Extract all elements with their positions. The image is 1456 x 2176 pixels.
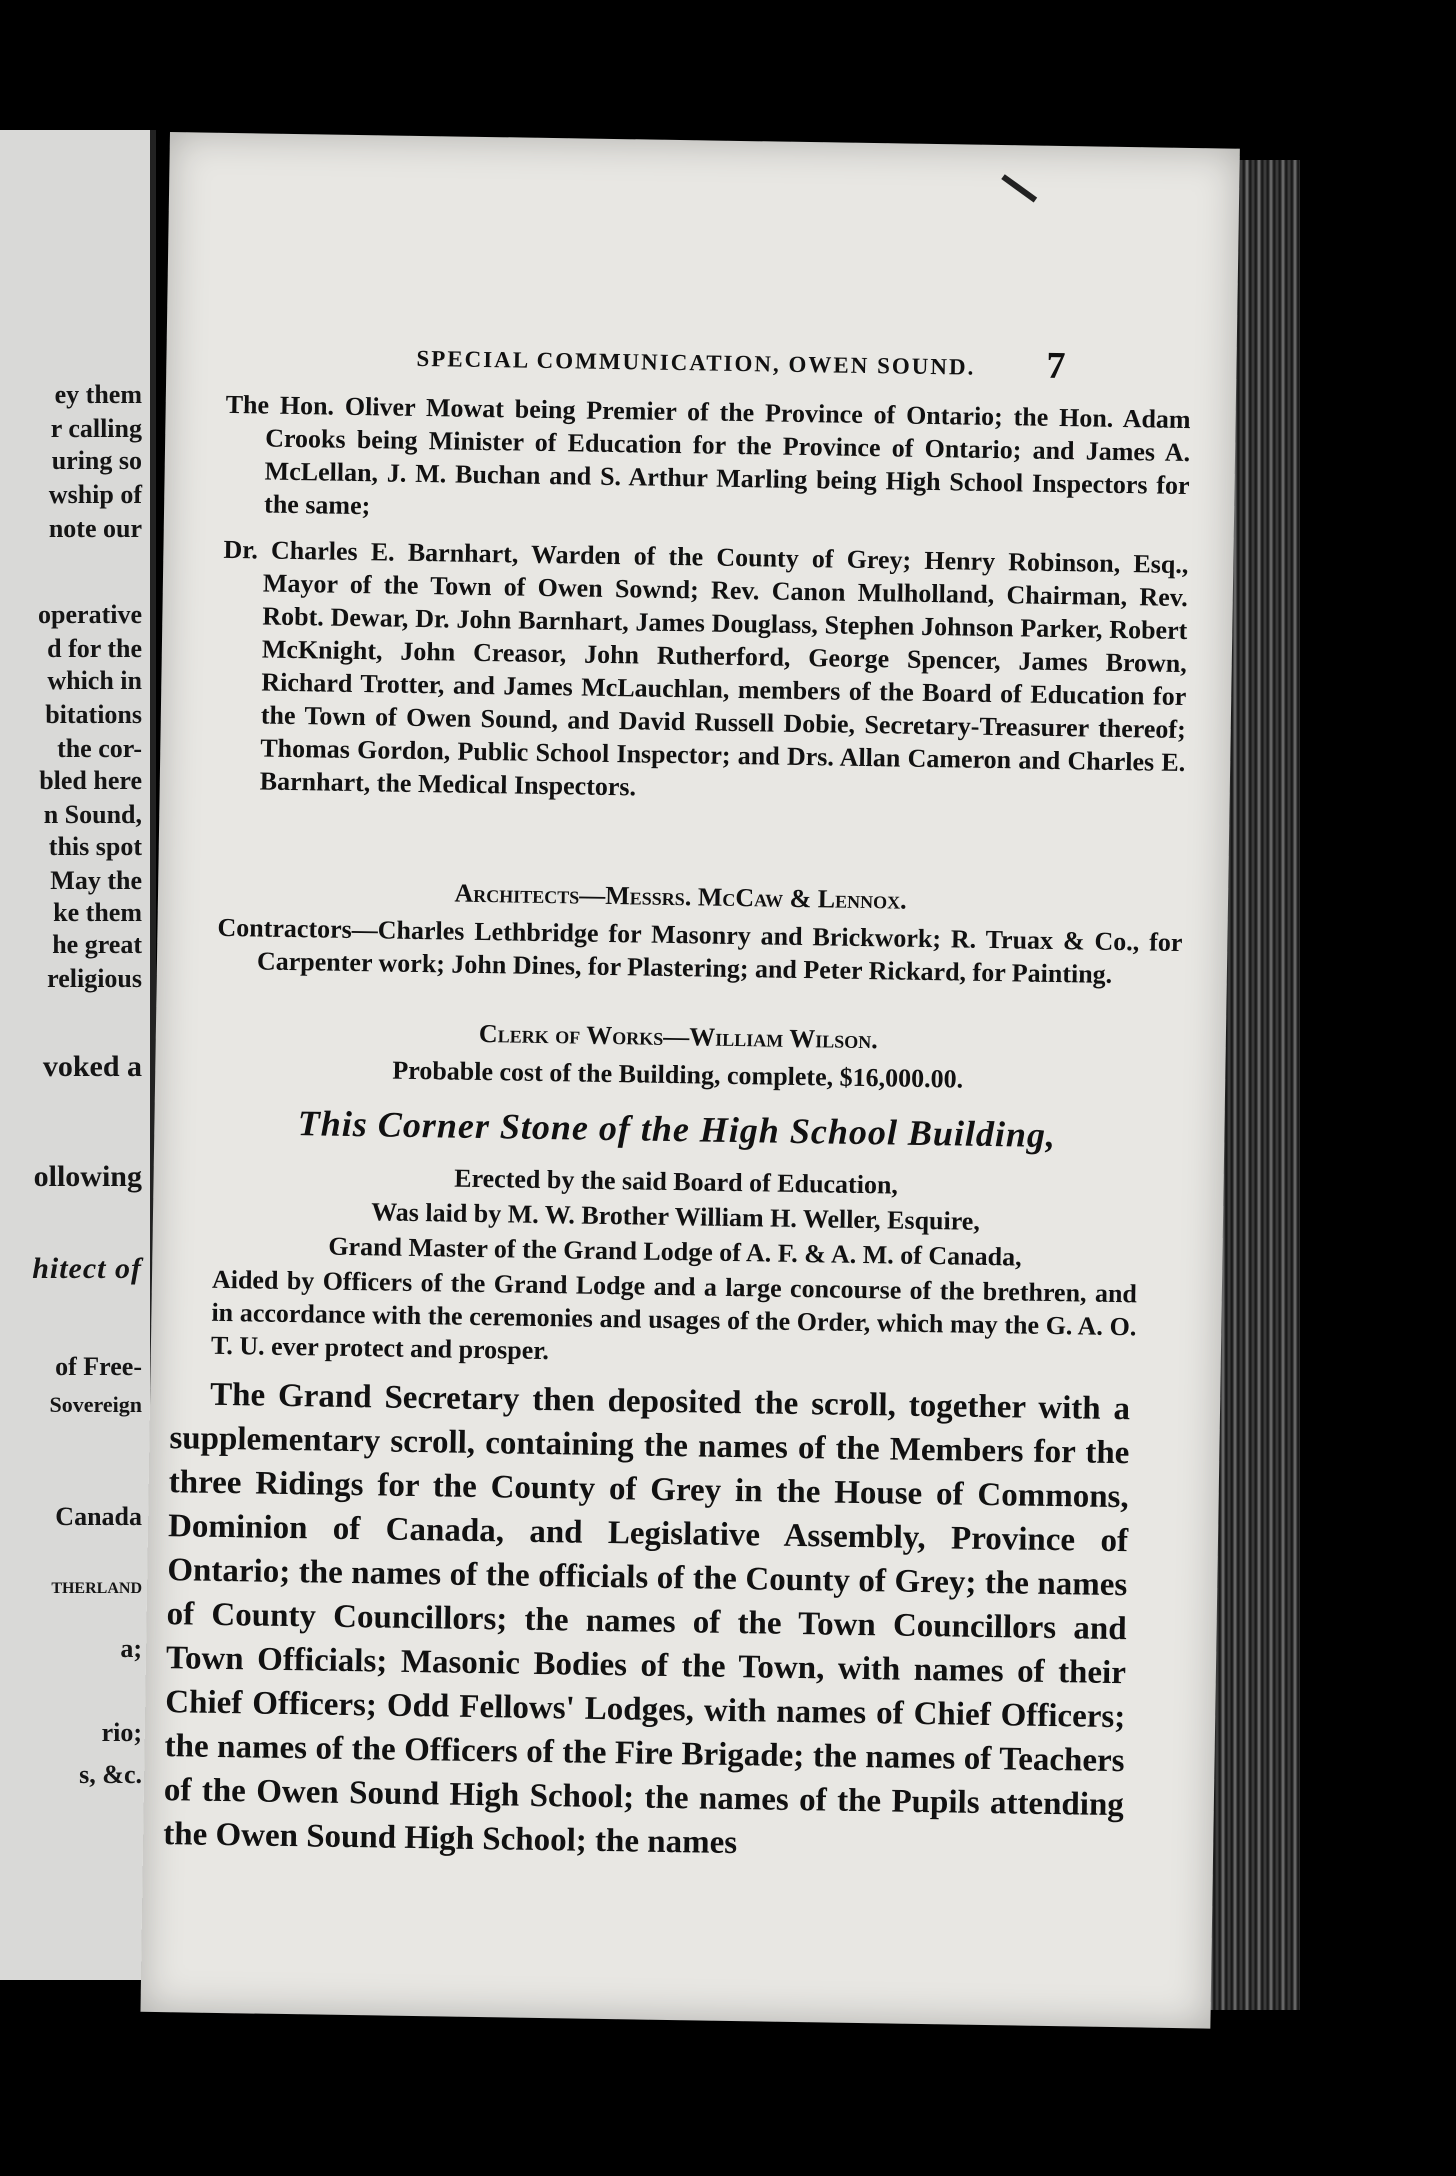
left-page-line: which in (47, 666, 142, 695)
left-page-line: s, &c. (79, 1760, 142, 1789)
left-page-line: ollowing (33, 1160, 142, 1193)
cost-line: Probable cost of the Building, complete, $16,000.00. (392, 1055, 964, 1094)
left-page-line: voked a (42, 1050, 142, 1083)
erected-line: Erected by the said Board of Education, (454, 1163, 899, 1200)
aided-paragraph: Aided by Officers of the Grand Lodge and a large concourse of the brethren, and in accordance with the ceremonies and usages of the Order, which may the G. A. O. T. U. ever protect and prosper. (210, 1264, 1138, 1366)
left-page-line: ey them (54, 380, 142, 409)
left-page-line: ke them (53, 898, 142, 927)
left-page-line: a; (120, 1634, 142, 1663)
left-facing-page (0, 130, 156, 1980)
left-page-line: operative (38, 600, 142, 629)
left-page-line: bled here (39, 766, 142, 795)
grand-master-line: Grand Master of the Grand Lodge of A. F. & A. M. of Canada, (328, 1231, 1022, 1272)
cornerstone-heading: This Corner Stone of the High School Building, (297, 1103, 1057, 1156)
left-page-line: rio; (101, 1718, 142, 1747)
architects-line: Architects—Messrs. McCaw & Lennox. (454, 878, 907, 915)
print-speck (1001, 174, 1037, 202)
left-page-line: he great (52, 930, 142, 959)
left-page-line: Sovereign (49, 1392, 142, 1417)
left-page-line: Canada (55, 1502, 142, 1531)
book-page (140, 132, 1239, 2029)
left-page-line: religious (47, 964, 142, 993)
left-page-line: n Sound, (43, 800, 142, 829)
left-page-line: the cor- (57, 734, 142, 763)
body-paragraph: The Grand Secretary then deposited the scroll, together with a supplementary scroll, containing the names of the Members for the three Ridings for the County of Grey in the House of Commons, Dominion of Canada, and Legislative Assembly, Province of Ontario; the names of the officials of the County of Grey; the names of County Councillors; the names of the Town Councillors and Town Officials; Masonic Bodies of the Town, with names of their Chief Officers; Odd Fellows' Lodges, with names of Chief Officers; the names of the Officers of the Fire Brigade; the names of Teachers of the Owen Sound High School; the names of the Pupils attending the Owen Sound High School; the names (162, 1376, 1131, 1862)
left-page-line: hitect of (32, 1252, 142, 1285)
left-page-line: note our (48, 514, 142, 543)
left-page-line: THERLAND (51, 1580, 142, 1597)
left-page-line: bitations (45, 700, 142, 729)
left-page-line: d for the (47, 634, 142, 663)
left-page-line: uring so (51, 446, 142, 475)
left-page-line: wship of (48, 480, 142, 509)
left-page-line: of Free- (55, 1352, 142, 1381)
left-page-line: r calling (50, 414, 142, 443)
laid-by-line: Was laid by M. W. Brother William H. Weller, Esquire, (370, 1197, 981, 1236)
clerk-of-works-line: Clerk of Works—William Wilson. (478, 1018, 878, 1055)
left-page-line: this spot (48, 832, 142, 861)
page-number: 7 (1046, 344, 1066, 388)
running-head: SPECIAL COMMUNICATION, OWEN SOUND. (416, 345, 976, 380)
left-page-line: May the (50, 866, 142, 895)
paragraph-officials: The Hon. Oliver Mowat being Premier of the Province of Ontario; the Hon. Adam Crooks being Minister of Education for the Province of Ontario; and James A. McLellan, J. M. Buchan and S. Arthur Marling being High School Inspectors for the same; (225, 389, 1191, 521)
paragraph-board-members: Dr. Charles E. Barnhart, Warden of the County of Grey; Henry Robinson, Esq., Mayor of the Town of Owen Sownd; Rev. Canon Mulholland, Chairman, Rev. Robt. Dewar, Dr. John Barnhart, James Douglass, Stephen Johnson Parker, Robert McKnight, John Creasor, John Rutherford, George Spencer, James Brown, Richard Trotter, and James McLauchlan, members of the Board of Education for the Town of Owen Sound, and David Russell Dobie, Secretary-Treasurer thereof; Thomas Gordon, Public School Inspector; and Drs. Allan Cameron and Charles E. Barnhart, the Medical Inspectors. (223, 534, 1189, 802)
contractors-paragraph: Contractors—Charles Lethbridge for Masonry and Brickwork; R. Truax & Co., for Carpenter work; John Dines, for Plastering; and Peter Rickard, for Painting. (217, 912, 1183, 989)
